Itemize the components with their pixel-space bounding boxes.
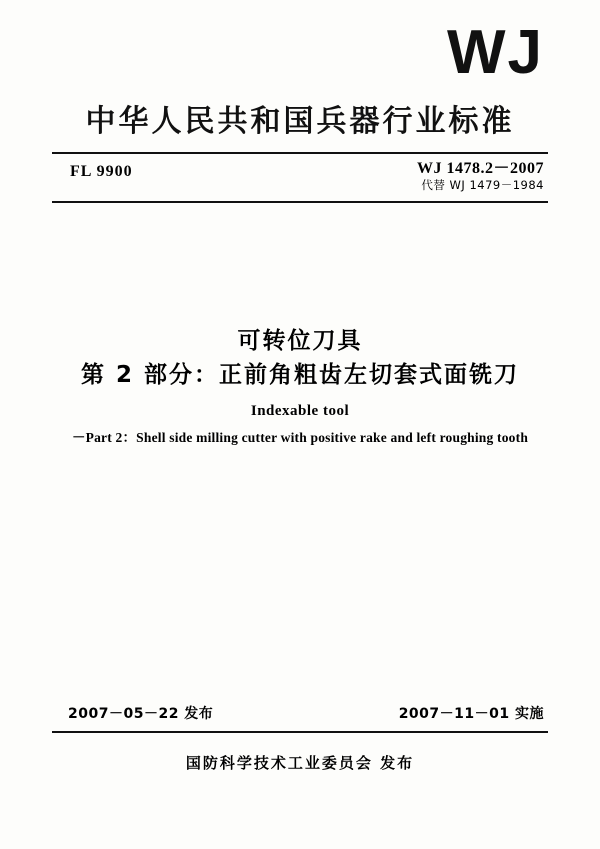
footer-rule xyxy=(52,731,548,733)
header-rule-top xyxy=(52,152,548,154)
classification-code: FL 9900 xyxy=(70,163,133,180)
effective-date: 2007－11－01 实施 xyxy=(398,706,544,722)
title-english-part: －Part 2：Shell side milling cutter with positive rake and left roughing tooth xyxy=(71,430,529,445)
wj-logo: WJ xyxy=(447,18,544,87)
title-chinese-main: 可转位刀具 xyxy=(237,328,363,354)
publisher-name: 国防科学技术工业委员会 发布 xyxy=(185,754,415,772)
replaced-standard: 代替 WJ 1479－1984 xyxy=(421,178,544,192)
standard-number: WJ 1478.2－2007 xyxy=(416,160,544,177)
header-rule-bottom xyxy=(52,201,548,203)
title-chinese-part: 第 2 部分：正前角粗齿左切套式面铣刀 xyxy=(80,362,520,388)
title-english-main: Indexable tool xyxy=(250,403,350,419)
issue-date: 2007－05－22 发布 xyxy=(68,706,214,722)
national-standard-title: 中华人民共和国兵器行业标准 xyxy=(85,104,515,139)
